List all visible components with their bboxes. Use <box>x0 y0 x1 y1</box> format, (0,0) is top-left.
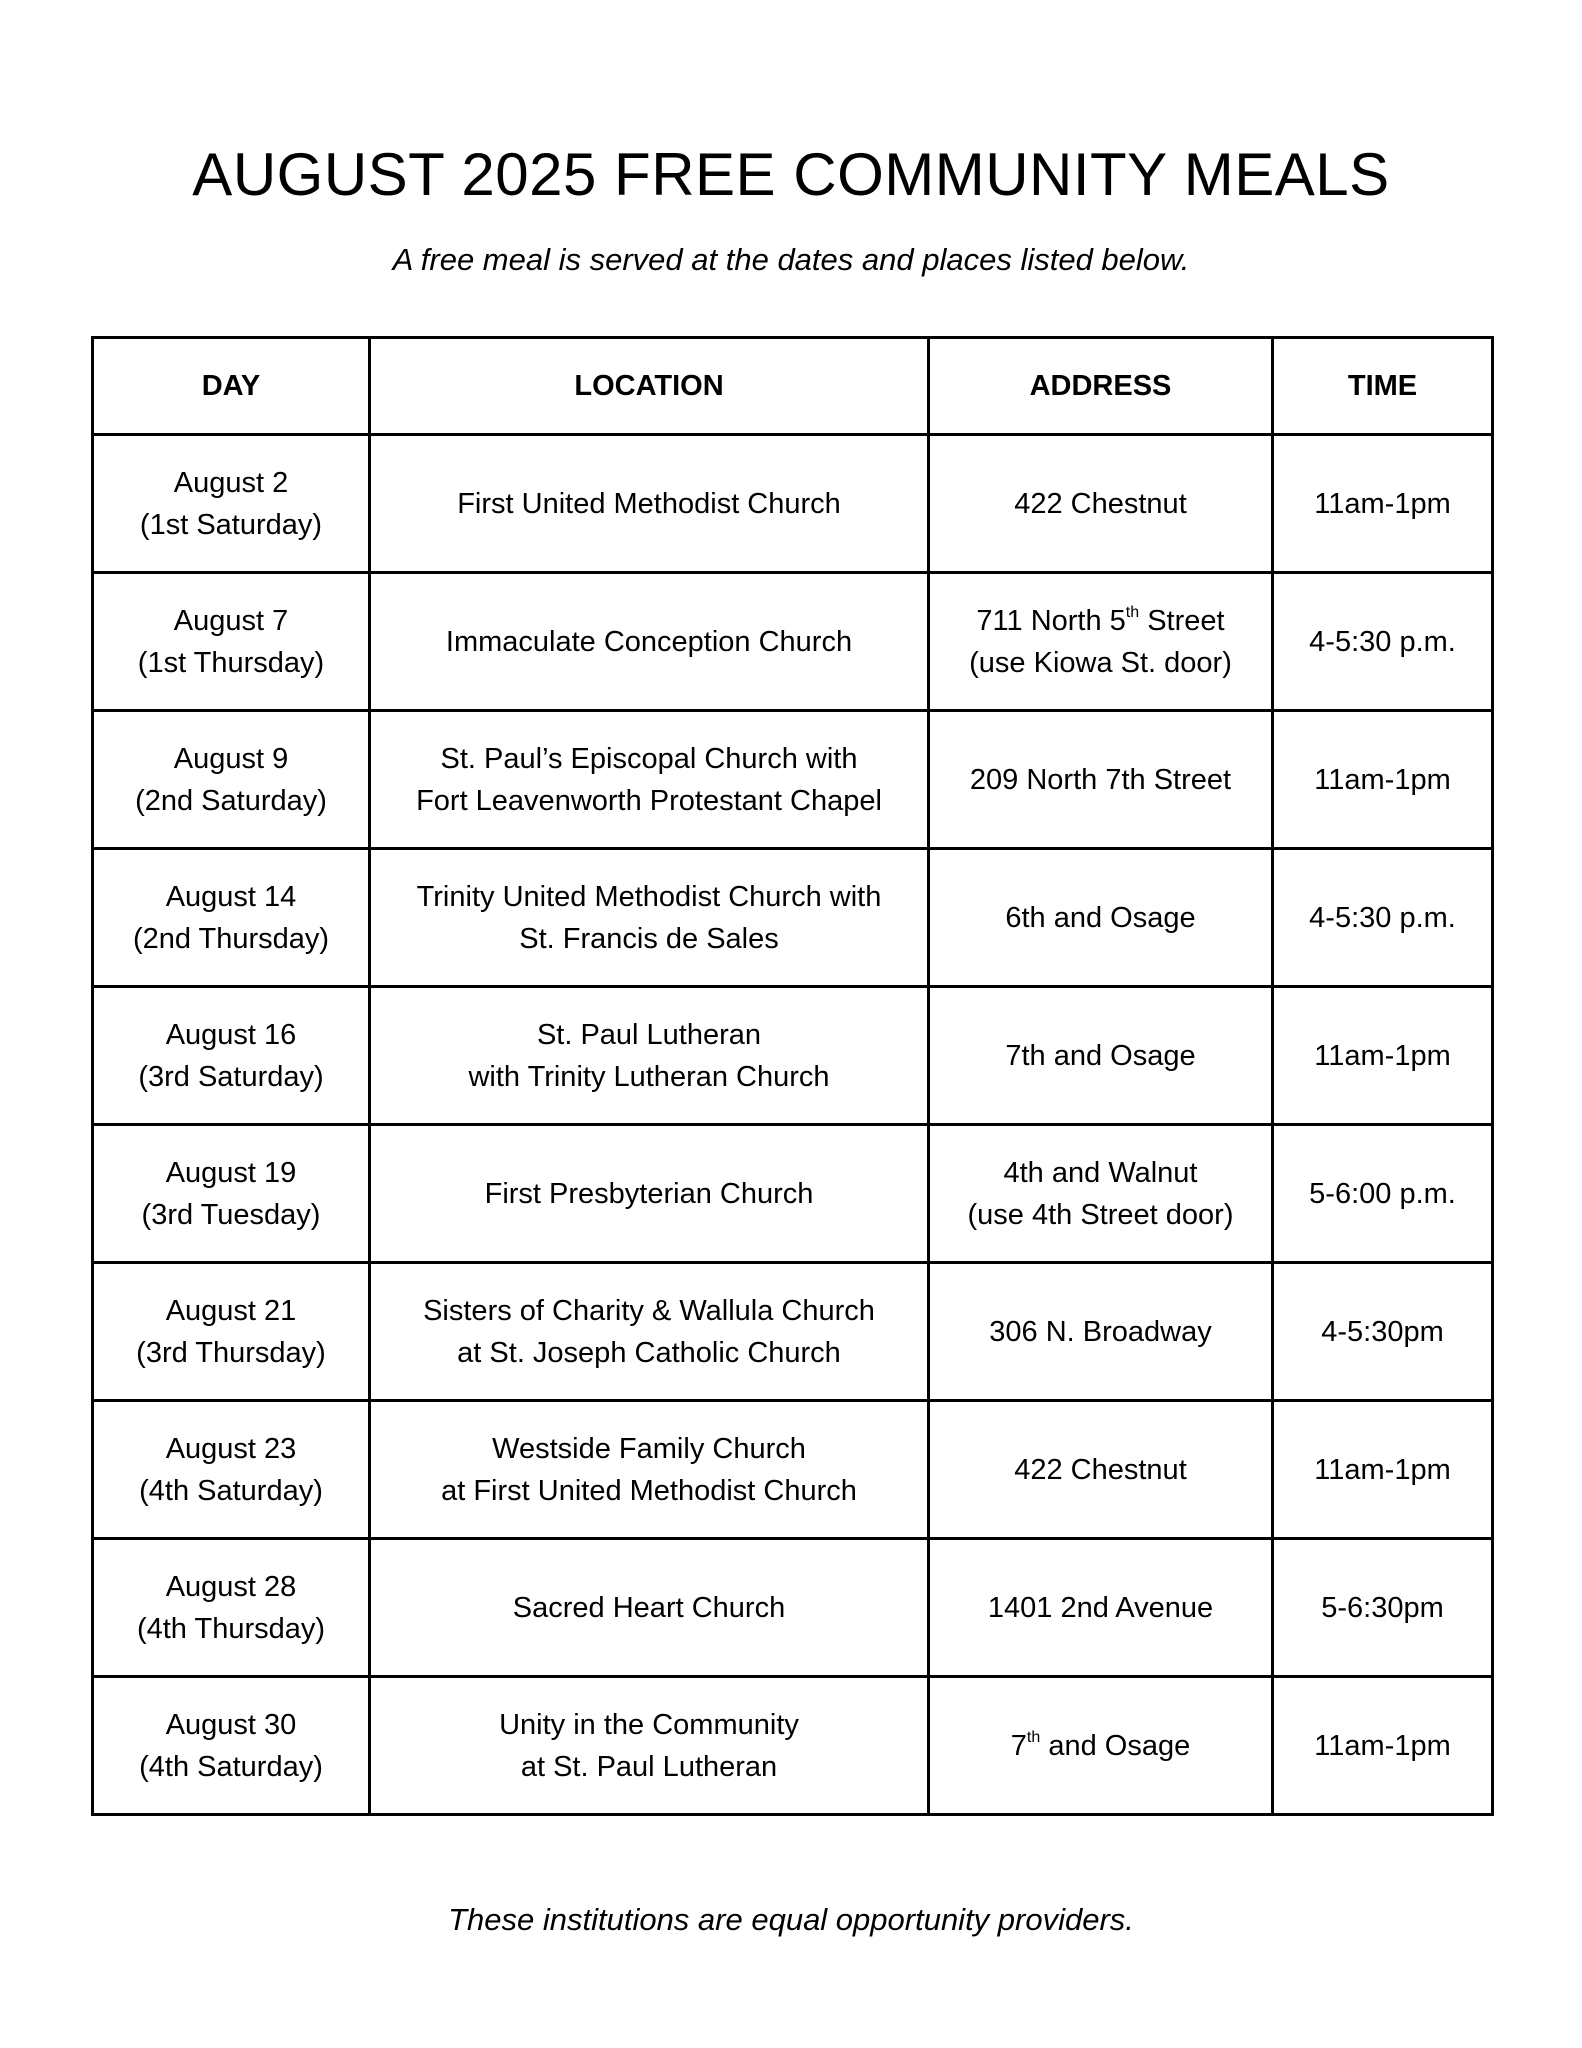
table-row <box>93 1125 1493 1263</box>
table-row <box>93 1677 1493 1815</box>
day-date: August 30 <box>165 1708 297 1741</box>
time-cell: 11am-1pm <box>1273 1677 1493 1815</box>
table-row <box>93 1401 1493 1539</box>
day-cell <box>93 849 370 987</box>
location-line: St. Paul Lutheran <box>536 1018 762 1051</box>
column-header-address: ADDRESS <box>929 338 1273 435</box>
address-cell: 4th and Walnut (use 4th Street door) <box>929 1125 1273 1263</box>
day-cell <box>93 711 370 849</box>
location-cell <box>370 573 929 711</box>
address-cell: 7th and Osage <box>929 987 1273 1125</box>
location-cell <box>370 1125 929 1263</box>
location-cell <box>370 435 929 573</box>
day-date: August 9 <box>173 742 289 775</box>
address-cell: 422 Chestnut <box>929 435 1273 573</box>
location-line: First United Methodist Church <box>457 487 841 520</box>
day-date: August 23 <box>165 1432 297 1465</box>
location-cell <box>370 1401 929 1539</box>
location-line: with Trinity Lutheran Church <box>468 1060 830 1093</box>
address-cell: 1401 2nd Avenue <box>929 1539 1273 1677</box>
time-cell: 11am-1pm <box>1273 1401 1493 1539</box>
page-subtitle: A free meal is served at the dates and places listed below. <box>392 242 1190 277</box>
day-date: August 14 <box>165 880 297 913</box>
day-cell <box>93 1539 370 1677</box>
location-line: Trinity United Methodist Church with <box>416 880 882 913</box>
day-weekday: (4th Saturday) <box>139 1474 323 1507</box>
time-cell: 11am-1pm <box>1273 987 1493 1125</box>
location-cell <box>370 1539 929 1677</box>
column-header-day: DAY <box>93 338 370 435</box>
day-cell <box>93 1263 370 1401</box>
location-line: Sacred Heart Church <box>512 1591 786 1624</box>
day-cell <box>93 987 370 1125</box>
location-cell <box>370 1263 929 1401</box>
page-title: AUGUST 2025 FREE COMMUNITY MEALS <box>192 141 1390 208</box>
table-row <box>93 573 1493 711</box>
location-line: at St. Joseph Catholic Church <box>457 1336 841 1369</box>
location-line: Westside Family Church <box>492 1432 806 1465</box>
location-cell <box>370 1677 929 1815</box>
location-cell <box>370 987 929 1125</box>
address-cell: 6th and Osage <box>929 849 1273 987</box>
day-cell <box>93 435 370 573</box>
address-cell: 422 Chestnut <box>929 1401 1273 1539</box>
day-date: August 28 <box>165 1570 297 1603</box>
table-header-row <box>93 338 1493 435</box>
day-cell <box>93 573 370 711</box>
day-weekday: (4th Thursday) <box>136 1612 326 1645</box>
table-row <box>93 987 1493 1125</box>
location-cell <box>370 849 929 987</box>
day-weekday: (3rd Thursday) <box>136 1336 326 1369</box>
time-cell: 11am-1pm <box>1273 711 1493 849</box>
address-cell: 7th and Osage <box>929 1677 1273 1815</box>
location-line: St. Francis de Sales <box>519 922 779 955</box>
day-weekday: (2nd Thursday) <box>132 922 330 955</box>
day-weekday: (4th Saturday) <box>139 1750 323 1783</box>
day-weekday: (1st Saturday) <box>139 508 323 541</box>
location-line: Sisters of Charity & Wallula Church <box>423 1294 875 1327</box>
column-header-location: LOCATION <box>370 338 929 435</box>
table-row <box>93 849 1493 987</box>
day-cell <box>93 1125 370 1263</box>
table-row <box>93 435 1493 573</box>
location-line: at First United Methodist Church <box>441 1474 857 1507</box>
day-weekday: (2nd Saturday) <box>135 784 327 817</box>
day-weekday: (3rd Tuesday) <box>141 1198 321 1231</box>
time-cell: 5-6:30pm <box>1273 1539 1493 1677</box>
location-line: at St. Paul Lutheran <box>520 1750 778 1783</box>
day-date: August 7 <box>173 604 289 637</box>
day-date: August 19 <box>165 1156 297 1189</box>
time-cell: 5-6:00 p.m. <box>1273 1125 1493 1263</box>
time-cell: 11am-1pm <box>1273 435 1493 573</box>
location-line: St. Paul’s Episcopal Church with <box>440 742 858 775</box>
location-line: Fort Leavenworth Protestant Chapel <box>416 784 882 817</box>
address-cell: 209 North 7th Street <box>929 711 1273 849</box>
day-date: August 21 <box>165 1294 297 1327</box>
day-weekday: (3rd Saturday) <box>138 1060 324 1093</box>
table-body <box>93 435 1493 1815</box>
time-cell: 4-5:30pm <box>1273 1263 1493 1401</box>
table-row <box>93 1539 1493 1677</box>
meals-schedule-table <box>91 336 1494 1816</box>
table-row <box>93 1263 1493 1401</box>
day-cell <box>93 1677 370 1815</box>
time-cell: 4-5:30 p.m. <box>1273 849 1493 987</box>
location-cell <box>370 711 929 849</box>
location-line: Immaculate Conception Church <box>445 625 853 658</box>
address-cell: 306 N. Broadway <box>929 1263 1273 1401</box>
footer-note: These institutions are equal opportunity providers. <box>448 1902 1134 1937</box>
time-cell: 4-5:30 p.m. <box>1273 573 1493 711</box>
location-line: Unity in the Community <box>499 1708 799 1741</box>
table-row <box>93 711 1493 849</box>
day-date: August 16 <box>165 1018 297 1051</box>
location-line: First Presbyterian Church <box>484 1177 814 1210</box>
address-cell: 711 North 5th Street (use Kiowa St. door) <box>929 573 1273 711</box>
day-cell <box>93 1401 370 1539</box>
day-weekday: (1st Thursday) <box>137 646 325 679</box>
day-date: August 2 <box>173 466 289 499</box>
column-header-time: TIME <box>1273 338 1493 435</box>
